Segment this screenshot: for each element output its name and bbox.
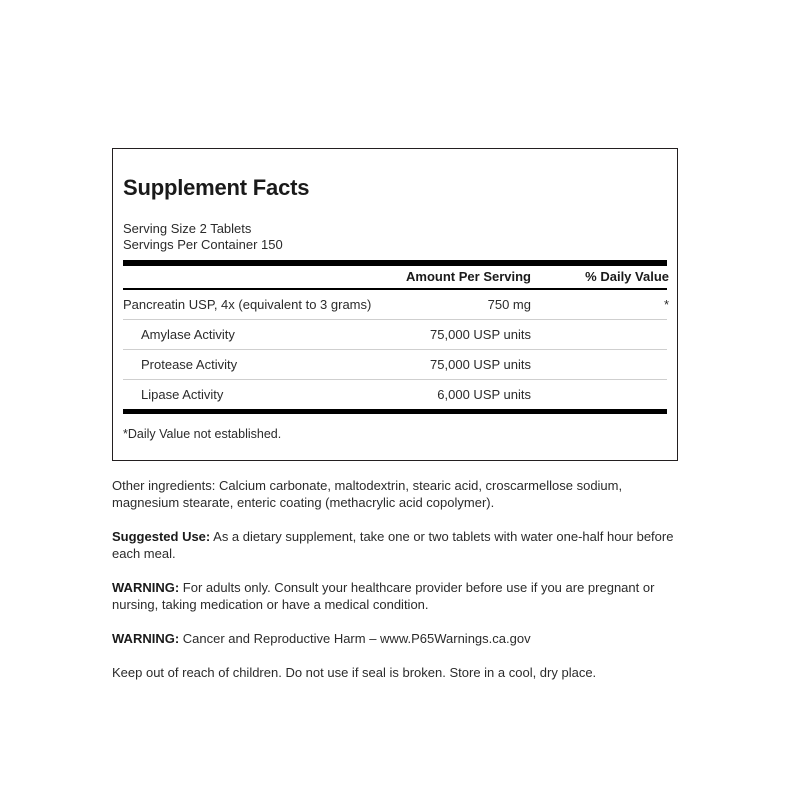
nutrient-name: Lipase Activity xyxy=(141,387,224,403)
nutrition-table xyxy=(123,266,669,288)
warning-prop65 xyxy=(112,630,680,647)
label-details xyxy=(112,461,680,681)
nutrient-amount: 6,000 USP units xyxy=(437,387,531,403)
suggested-use xyxy=(112,528,680,562)
nutrition-rows xyxy=(123,380,669,409)
table-header-row xyxy=(123,266,669,288)
other-ingredients: Other ingredients: Calcium carbonate, maltodextrin, stearic acid, croscarmellose sodium, magnesium stearate, enteric coating (methacrylic acid copolymer). xyxy=(112,478,623,511)
table-row xyxy=(123,380,669,409)
storage-instructions: Keep out of reach of children. Do not use if seal is broken. Store in a cool, dry place. xyxy=(112,665,597,681)
warning-adults xyxy=(112,579,680,613)
serving-size: Serving Size 2 Tablets xyxy=(123,221,252,237)
warning-adults-text: For adults only. Consult your healthcare provider before use if you are pregnant or nursing, taking medication or have a medical condition. xyxy=(112,580,655,613)
nutrition-rows xyxy=(123,320,669,349)
supplement-label xyxy=(112,148,678,681)
nutrient-name: Protease Activity xyxy=(141,357,238,373)
nutrient-amount: 75,000 USP units xyxy=(430,357,531,373)
panel-title: Supplement Facts xyxy=(123,175,310,200)
suggested-use-label: Suggested Use: xyxy=(112,529,211,545)
nutrient-name: Pancreatin USP, 4x (equivalent to 3 grams) xyxy=(123,297,372,313)
nutrient-amount: 75,000 USP units xyxy=(430,327,531,343)
warning-adults-label: WARNING: xyxy=(112,580,180,596)
supplement-facts-panel xyxy=(112,148,678,461)
table-row xyxy=(123,290,669,319)
nutrient-daily-value xyxy=(553,380,669,409)
table-row xyxy=(123,350,669,379)
nutrient-amount: 750 mg xyxy=(487,297,531,313)
serving-information xyxy=(123,203,667,260)
column-header-daily-value: % Daily Value xyxy=(585,269,669,285)
column-header-name xyxy=(123,266,391,288)
nutrient-daily-value xyxy=(553,320,669,349)
table-row xyxy=(123,320,669,349)
warning-prop65-text: Cancer and Reproductive Harm – www.P65Warnings.ca.gov xyxy=(179,631,531,647)
suggested-use-text: As a dietary supplement, take one or two tablets with water one-half hour before each meal. xyxy=(112,529,674,562)
nutrition-rows xyxy=(123,290,669,319)
nutrient-daily-value xyxy=(553,350,669,379)
nutrition-rows xyxy=(123,350,669,379)
nutrient-daily-value: * xyxy=(663,297,669,313)
column-header-amount: Amount Per Serving xyxy=(406,269,531,285)
daily-value-footnote: *Daily Value not established. xyxy=(123,427,282,442)
servings-per-container: Servings Per Container 150 xyxy=(123,237,283,253)
warning-prop65-label: WARNING: xyxy=(112,631,180,647)
nutrient-name: Amylase Activity xyxy=(141,327,235,343)
